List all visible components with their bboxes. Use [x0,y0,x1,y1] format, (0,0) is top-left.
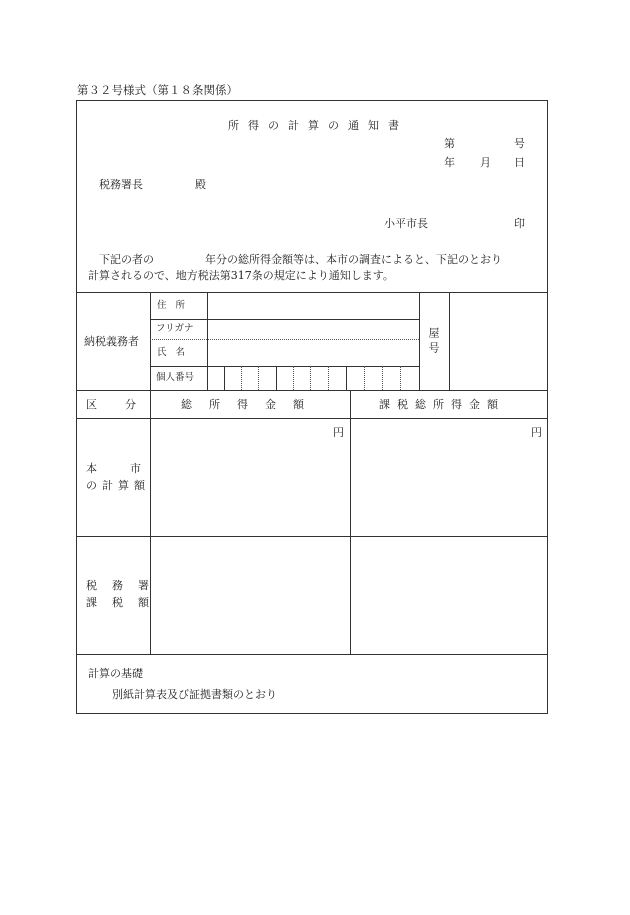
id-box-divider [364,366,365,390]
id-box-divider [224,366,225,390]
date-day: 日 [514,156,525,169]
tax-office-label-2: 課税額 [86,596,164,609]
city-calc-label-2: の計算額 [86,479,150,492]
number-label: 第 [444,137,455,150]
seal-mark: 印 [514,217,525,230]
divider [150,366,419,367]
divider [449,292,450,390]
body-text-start: 下記の者の [99,253,154,266]
basis-label: 計算の基礎 [88,667,143,680]
date-month: 月 [480,156,491,169]
form-title: 所得の計算の通知書 [228,119,408,132]
taxable-income-header: 課税総所得金額 [379,398,505,411]
body-text-line1: 年分の総所得金額等は、本市の調査によると、下記のとおり [205,253,502,266]
id-box-divider [328,366,329,390]
total-income-header: 総所得金額 [181,398,321,411]
name-label: 氏名 [157,347,195,358]
form-number: 第３２号様式（第１８条関係） [77,83,238,97]
number-suffix: 号 [514,137,525,150]
id-box-divider [400,366,401,390]
divider [76,390,548,391]
furigana-label: フリガナ [156,323,194,334]
category-header: 区分 [86,398,164,411]
divider [76,418,548,419]
divider [76,536,548,537]
yen-unit: 円 [333,426,344,439]
tax-office-label: 税務署 [86,579,164,592]
shop-name-label: 屋号 [427,327,440,357]
id-box-divider [310,366,311,390]
city-calc-label: 本 市 [86,462,141,475]
divider [419,292,420,390]
id-box-divider [241,366,242,390]
basis-text: 別紙計算表及び証拠書類のとおり [112,688,277,701]
body-text-line2: 計算されるので、地方税法第317条の規定により通知します。 [88,269,394,282]
issuer: 小平市長 [384,217,428,230]
addressee: 税務署長 [99,178,143,191]
divider [207,292,208,390]
divider [150,319,419,320]
divider [350,390,351,654]
honorific: 殿 [195,178,206,191]
address-label: 住所 [157,300,195,311]
id-box-divider [346,366,347,390]
taxpayer-label: 納税義務者 [84,335,139,348]
date-year: 年 [444,156,455,169]
divider [76,654,548,655]
divider [150,339,419,340]
id-number-label: 個人番号 [156,372,195,383]
id-box-divider [293,366,294,390]
divider [76,292,548,293]
yen-unit: 円 [531,426,542,439]
id-box-divider [276,366,277,390]
id-box-divider [382,366,383,390]
id-box-divider [258,366,259,390]
